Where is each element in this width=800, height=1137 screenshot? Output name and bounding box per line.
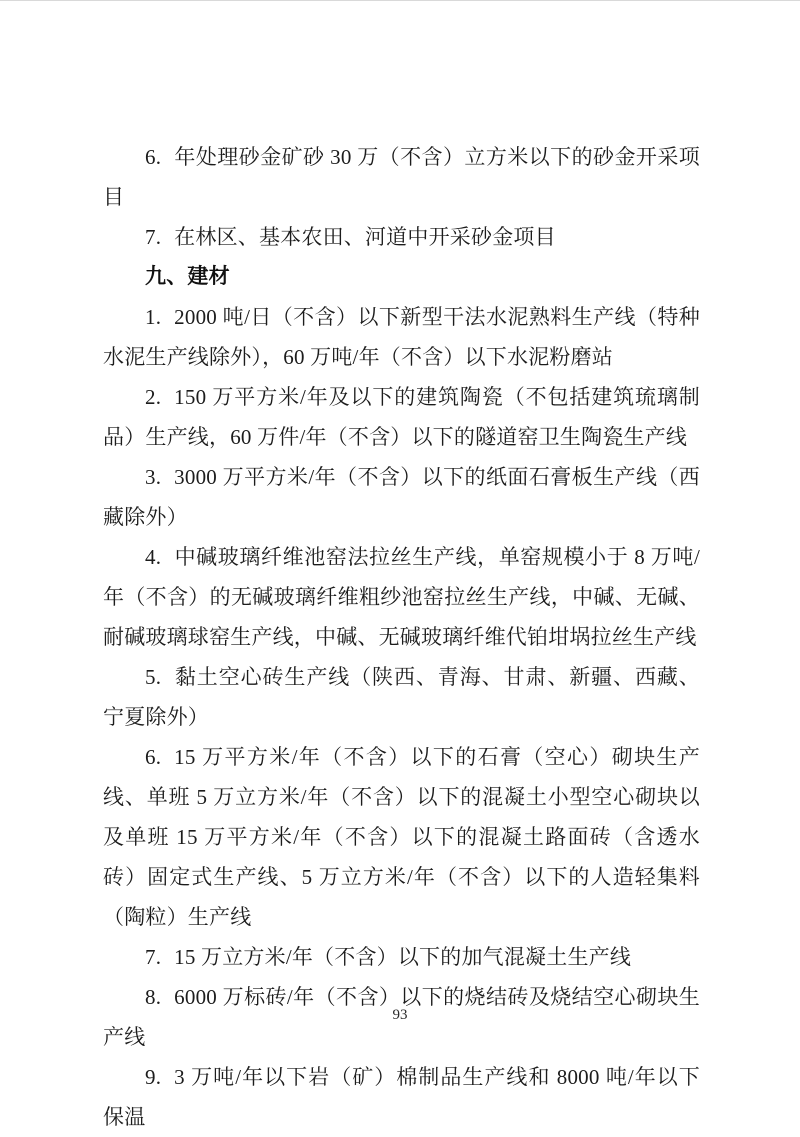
document-body: [103, 137, 700, 1137]
section-heading-building-materials: 九、建材: [145, 265, 230, 288]
item-number: 7.: [145, 225, 162, 249]
list-item-3: [103, 457, 700, 537]
item-number: 9.: [145, 1065, 162, 1089]
item-number: 6.: [145, 745, 162, 769]
list-item-4: [103, 537, 700, 657]
item-number: 1.: [145, 305, 162, 329]
list-item-6: [103, 737, 700, 937]
item-text: 6000 万标砖/年（不含）以下的烧结砖及烧结空心砌块生产线: [103, 985, 700, 1049]
list-item-7: [103, 937, 700, 977]
item-number: 5.: [145, 665, 162, 689]
list-item-mining-7: [103, 217, 700, 257]
item-text: 15 万立方米/年（不含）以下的加气混凝土生产线: [174, 945, 632, 969]
item-number: 8.: [145, 985, 162, 1009]
item-text: 年处理砂金矿砂 30 万（不含）立方米以下的砂金开采项目: [103, 145, 700, 209]
item-text: 3 万吨/年以下岩（矿）棉制品生产线和 8000 吨/年以下保温: [103, 1065, 700, 1129]
item-text: 3000 万平方米/年（不含）以下的纸面石膏板生产线（西藏除外）: [103, 465, 700, 529]
item-number: 2.: [145, 385, 162, 409]
item-number: 7.: [145, 945, 162, 969]
item-text: 2000 吨/日（不含）以下新型干法水泥熟料生产线（特种水泥生产线除外），60 万吨/年（不含）以下水泥粉磨站: [103, 305, 700, 369]
item-number: 6.: [145, 145, 162, 169]
item-text: 150 万平方米/年及以下的建筑陶瓷（不包括建筑琉璃制品）生产线，60 万件/年（不含）以下的隧道窑卫生陶瓷生产线: [103, 385, 700, 449]
page-number: 93: [392, 1007, 408, 1023]
item-text: 15 万平方米/年（不含）以下的石膏（空心）砌块生产线、单班 5 万立方米/年（不含）以下的混凝土小型空心砌块以及单班 15 万平方米/年（不含）以下的混凝土路面砖（含透水砖）固定式生产线、5 万立方米/年（不含）以下的人造轻集料（陶粒）生产线: [103, 745, 700, 929]
item-text: 在林区、基本农田、河道中开采砂金项目: [174, 225, 556, 249]
list-item-1: [103, 297, 700, 377]
item-number: 3.: [145, 465, 162, 489]
list-item-9: [103, 1057, 700, 1137]
item-number: 4.: [145, 545, 162, 569]
item-text: 黏土空心砖生产线（陕西、青海、甘肃、新疆、西藏、宁夏除外）: [103, 665, 700, 729]
list-item-mining-6: [103, 137, 700, 217]
list-item-2: [103, 377, 700, 457]
item-text: 中碱玻璃纤维池窑法拉丝生产线，单窑规模小于 8 万吨/年（不含）的无碱玻璃纤维粗纱池窑拉丝生产线，中碱、无碱、耐碱玻璃球窑生产线，中碱、无碱玻璃纤维代铂坩埚拉丝生产线: [103, 545, 700, 649]
list-item-5: [103, 657, 700, 737]
